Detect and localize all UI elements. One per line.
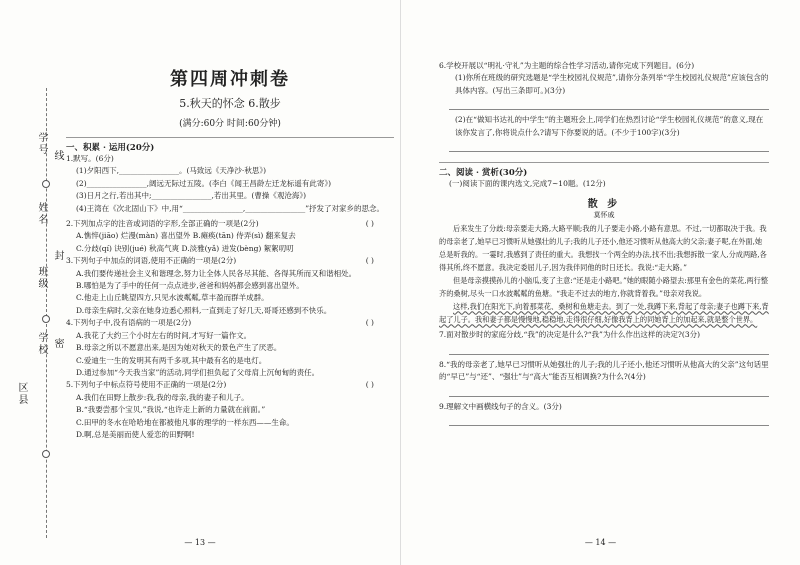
right-content (439, 60, 769, 426)
district-label: 区县 (16, 382, 27, 406)
passage-title: 散 步 (587, 199, 621, 211)
question-item: (2)________________,阔远无际过五陵。(李白《闻王昌龄左迁龙标遥有此寄》) (76, 178, 332, 188)
school-label: 学校 (36, 332, 47, 356)
answer-paren: ( ) (365, 318, 374, 328)
option-row: C.爱迪生一生的发明其有两千多项,其中最有名的是电灯。 (76, 355, 267, 365)
page-number: — 14 — (584, 538, 617, 547)
passage-paragraph: 后来发生了分歧:母亲要走大路,大路平顺;我的儿子要走小路,小路有意思。不过,一切都取决于我。我的母亲老了,她早已习惯听从她强壮的儿子;我的儿子还小,他还习惯听从他高大的父亲;妻子呢,在外面,她总是听我的。一霎时,我感到了责任的重大。我想找一个两全的办法,找不出;我想拆散一家人,分成两路,各得其所,终不愿意。我决定委屈儿子,因为我伴同他的时日还长。我说:“走大路。” (439, 224, 767, 273)
binding-hole (42, 315, 50, 323)
question-text: 3.下列句子中加点的词语,使用不正确的一项是(2分) (66, 256, 237, 266)
option-row: C.田甲的冬水在哈哈地在都被他凡事的理学的一样东西——生命。 (76, 417, 294, 427)
answer-paren: ( ) (365, 380, 374, 390)
option-row: B.“我要尝那个宝贝,”我说,“也许走上新的力量就在前面。” (76, 405, 266, 415)
question-head (66, 317, 394, 329)
option-row: A.我们在田野上散步:我,我的母亲,我的妻子和儿子。 (76, 392, 249, 402)
answer-line[interactable] (449, 97, 769, 110)
margin-word-secret: 密 (52, 338, 63, 350)
margin-word-seal: 封 (52, 250, 63, 262)
exam-title: 第四周冲刺卷 (170, 69, 290, 90)
question-head (66, 379, 394, 391)
question-head: 1.默写。(6分) (66, 154, 114, 163)
passage-paragraph: 但是母亲摸摸孙儿的小脑瓜,变了主意:“还是走小路吧。”她的眼随小路望去:那里有金色的菜花,两行整齐的桑树,尽头一口水波粼粼的鱼塘。“我走不过去的地方,你就背着我。”母亲对我说。 (439, 276, 769, 299)
section-heading: 一、积累 · 运用(20分) (66, 137, 394, 153)
option-row: B.母亲之所以不愿意出来,是因为她对秋天的景色产生了厌恶。 (76, 343, 282, 353)
question-head: 9.理解文中画横线句子的含义。(3分) (439, 401, 562, 411)
option-row: D.通过参加“今天我当家”的活动,同学们担负起了父母肩上沉甸甸的责任。 (76, 367, 320, 377)
option-row: A.我花了大约三个小时左右的时间,才写好一篇作文。 (76, 330, 252, 340)
answer-line[interactable] (449, 139, 769, 152)
question-item: (4)王湾在《次北固山下》中,用“________________,________________”抒发了对家乡的思念。 (76, 203, 385, 213)
question-head: 8.“我的母亲老了,她早已习惯听从她强壮的儿子;我的儿子还小,他还习惯听从他高大的父亲”这句话里的“早已”与“还”、“强壮”与“高大”能否互相调换?为什么?(4分) (439, 359, 769, 382)
reading-intro: (一)阅读下面的课内选文,完成7~10题。(12分) (449, 179, 606, 189)
question-text: 2.下列加点字的注音或词语的字形,全部正确的一项是(2分) (66, 219, 259, 229)
passage-author: 莫怀戚 (593, 211, 615, 220)
section-heading: 二、阅读 · 赏析(30分) (439, 162, 769, 178)
name-label: 姓名 (36, 202, 47, 226)
exam-meta: (满分:60分 时间:60分钟) (179, 119, 281, 129)
option-row: C.分歧(qí) 诀别(jué) 秋高气爽 D.淡雅(yǎ) 迸发(bèng) 絮絮叨叨 (76, 243, 294, 253)
class-label: 班级 (36, 266, 47, 290)
option-row: A.我们要传递社会主义和谐理念,努力让全体人民各尽其能、各得其所而又和谐相处。 (76, 268, 357, 278)
passage-paragraph: 这样,我们在阳光下,向着那菜花、桑树和鱼塘走去。到了一处,我蹲下来,背起了母亲;妻子也蹲下来,背起了儿子。我和妻子都是慢慢地,稳稳地,走得很仔细,好像我背上的同她背上的加起来,就是整个世界。 (439, 302, 769, 325)
question-item: (1)你所在班级的研究选题是“学生校园礼仪规范”,请你分条列举“学生校园礼仪规范”应该包含的具体内容。(写出三条即可。)(3分) (455, 73, 769, 95)
option-row: D.母亲生病时,父亲在她身边悉心照料,一直到走了好几天,哥哥还感到不快乐。 (76, 305, 332, 315)
question-head (66, 255, 394, 267)
question-head: 6.学校开展以“明礼·守礼”为主题的综合性学习活动,请你完成下列题目。(6分) (439, 61, 695, 70)
margin-word-line: 线 (52, 150, 63, 162)
left-content (66, 0, 394, 441)
question-head (66, 218, 394, 230)
question-item: (1)夕阳西下,________________。(马致远《天净沙·秋思》) (76, 166, 266, 176)
question-text: 4.下列句子中,没有语病的一项是(2分) (66, 318, 192, 328)
option-row: C.他走上山丘眺望四方,只见水波粼粼,草丰盈而群羊成群。 (76, 293, 269, 303)
answer-line[interactable] (449, 413, 769, 426)
page-number: — 13 — (184, 538, 216, 547)
answer-paren: ( ) (365, 256, 374, 266)
student-number-label: 学号 (36, 132, 47, 156)
student-info-margin (0, 70, 62, 550)
page-right (400, 0, 800, 565)
answer-line[interactable] (449, 342, 769, 355)
answer-paren: ( ) (365, 219, 374, 229)
question-item: (3)日月之行,若出其中;________________,若出其里。(曹操《观沧海》) (76, 191, 307, 201)
option-row: A.憔悴(jiāo) 烂漫(màn) 喜出望外 B.瘫痪(tān) 侍弄(sì) 翻来复去 (76, 231, 296, 241)
binding-hole (42, 450, 50, 458)
option-row: D.啊,总是美丽而使人爱恋的田野啊! (76, 429, 195, 439)
question-text: 5.下列句子中标点符号使用不正确的一项是(2分) (66, 380, 227, 390)
answer-line[interactable] (449, 384, 769, 397)
exam-subtitle: 5.秋天的怀念 6.散步 (179, 97, 281, 110)
option-row: B.哪怕是为了手中的任何一点点进步,爸爸和妈妈都会感到喜出望外。 (76, 281, 304, 291)
question-item: (2)在“做知书达礼的中学生”的主题班会上,同学们在热烈讨论“学生校园礼仪规范”的意义,现在该你发言了,你将说点什么?请写下你要说的话。(不少于100字)(3分) (455, 115, 764, 137)
binding-hole (42, 180, 50, 188)
question-head: 7.面对散步时的家庭分歧,“我”的决定是什么?“我”为什么作出这样的决定?(3分) (439, 330, 701, 340)
